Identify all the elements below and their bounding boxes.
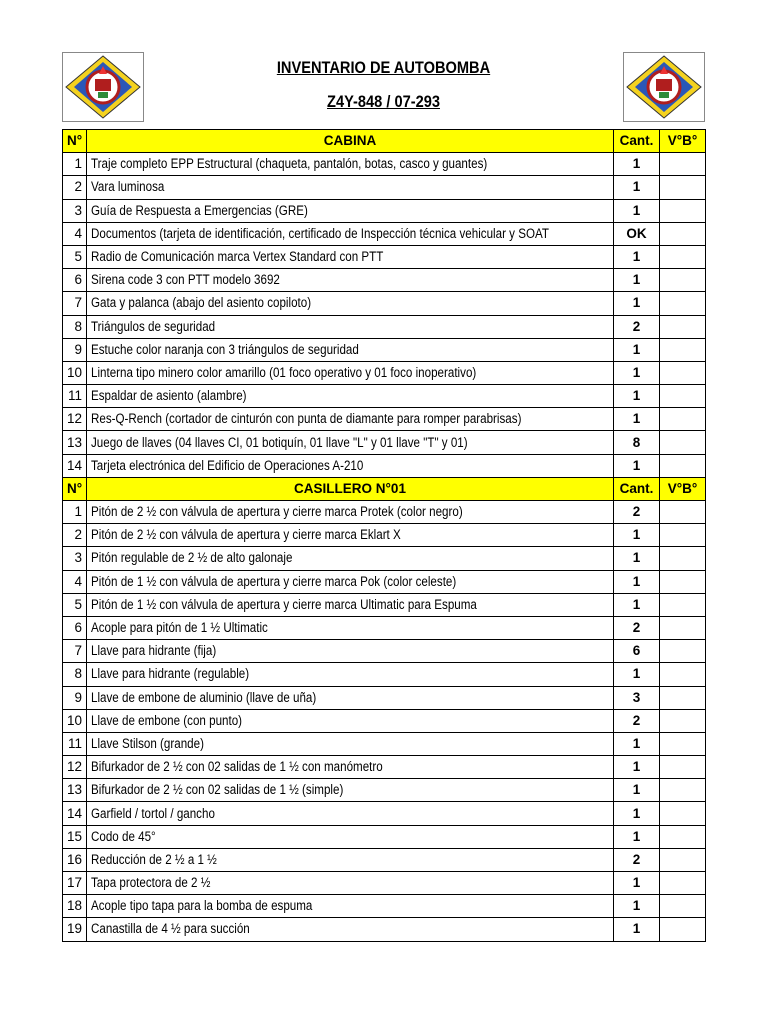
- fire-department-emblem-icon: [623, 52, 705, 122]
- item-description: Estuche color naranja con 3 triángulos de seguridad: [91, 341, 359, 357]
- approval-cell[interactable]: [660, 361, 706, 384]
- item-description: Garfield / tortol / gancho: [91, 805, 215, 821]
- item-description: Triángulos de seguridad: [91, 318, 216, 334]
- item-description: Bifurkador de 2 ½ con 02 salidas de 1 ½ (simple): [91, 782, 344, 798]
- item-description-cell: [87, 315, 614, 338]
- header-number: N°: [63, 130, 87, 153]
- vehicle-plate-title: Z4Y-848 / 07-293: [327, 92, 440, 111]
- item-number: 3: [63, 547, 87, 570]
- item-description-cell: [87, 802, 614, 825]
- table-row: [63, 825, 706, 848]
- item-description-cell: [87, 640, 614, 663]
- item-quantity: OK: [614, 222, 660, 245]
- table-row: [63, 709, 706, 732]
- approval-cell[interactable]: [660, 570, 706, 593]
- table-row: [63, 570, 706, 593]
- approval-cell[interactable]: [660, 524, 706, 547]
- section-header-row: [63, 477, 706, 500]
- item-description-cell: [87, 825, 614, 848]
- table-row: [63, 848, 706, 871]
- approval-cell[interactable]: [660, 269, 706, 292]
- table-row: [63, 732, 706, 755]
- item-description: Acople tipo tapa para la bomba de espuma: [91, 898, 313, 914]
- item-number: 12: [63, 756, 87, 779]
- item-number: 19: [63, 918, 87, 941]
- table-row: [63, 593, 706, 616]
- item-number: 10: [63, 709, 87, 732]
- item-quantity: 1: [614, 872, 660, 895]
- item-description-cell: [87, 848, 614, 871]
- item-description: Linterna tipo minero color amarillo (01 foco operativo y 01 foco inoperativo): [91, 364, 477, 380]
- approval-cell[interactable]: [660, 338, 706, 361]
- item-quantity: 1: [614, 269, 660, 292]
- item-quantity: 1: [614, 408, 660, 431]
- item-description: Canastilla de 4 ½ para succión: [91, 921, 250, 937]
- approval-cell[interactable]: [660, 825, 706, 848]
- approval-cell[interactable]: [660, 848, 706, 871]
- table-row: [63, 222, 706, 245]
- item-description: Juego de llaves (04 llaves CI, 01 botiquín, 01 llave "L" y 01 llave "T" y 01): [91, 434, 468, 450]
- table-row: [63, 501, 706, 524]
- item-number: 14: [63, 454, 87, 477]
- item-description-cell: [87, 709, 614, 732]
- table-row: [63, 431, 706, 454]
- item-quantity: 2: [614, 848, 660, 871]
- item-description: Sirena code 3 con PTT modelo 3692: [91, 272, 280, 288]
- item-number: 2: [63, 176, 87, 199]
- table-row: [63, 524, 706, 547]
- header-approval: V°B°: [660, 130, 706, 153]
- section-title: CABINA: [87, 130, 614, 153]
- item-number: 11: [63, 732, 87, 755]
- item-quantity: 1: [614, 153, 660, 176]
- table-row: [63, 199, 706, 222]
- item-number: 14: [63, 802, 87, 825]
- item-description: Pitón regulable de 2 ½ de alto galonaje: [91, 550, 293, 566]
- item-number: 4: [63, 570, 87, 593]
- item-quantity: 1: [614, 292, 660, 315]
- item-description: Traje completo EPP Estructural (chaqueta, pantalón, botas, casco y guantes): [91, 156, 488, 172]
- item-number: 10: [63, 361, 87, 384]
- table-row: [63, 245, 706, 268]
- item-quantity: 1: [614, 779, 660, 802]
- table-row: [63, 269, 706, 292]
- table-row: [63, 361, 706, 384]
- item-quantity: 1: [614, 454, 660, 477]
- item-number: 1: [63, 153, 87, 176]
- item-number: 7: [63, 640, 87, 663]
- item-description-cell: [87, 686, 614, 709]
- item-description-cell: [87, 385, 614, 408]
- item-number: 9: [63, 686, 87, 709]
- approval-cell[interactable]: [660, 454, 706, 477]
- item-quantity: 1: [614, 199, 660, 222]
- table-row: [63, 756, 706, 779]
- item-number: 12: [63, 408, 87, 431]
- table-row: [63, 802, 706, 825]
- header-quantity: Cant.: [614, 130, 660, 153]
- item-description: Bifurkador de 2 ½ con 02 salidas de 1 ½ con manómetro: [91, 759, 383, 775]
- item-quantity: 1: [614, 732, 660, 755]
- table-row: [63, 895, 706, 918]
- item-number: 2: [63, 524, 87, 547]
- item-number: 15: [63, 825, 87, 848]
- item-description-cell: [87, 732, 614, 755]
- item-number: 13: [63, 431, 87, 454]
- item-description-cell: [87, 292, 614, 315]
- item-number: 16: [63, 848, 87, 871]
- approval-cell[interactable]: [660, 779, 706, 802]
- item-description: Reducción de 2 ½ a 1 ½: [91, 851, 217, 867]
- item-description-cell: [87, 199, 614, 222]
- item-quantity: 8: [614, 431, 660, 454]
- item-description: Llave Stilson (grande): [91, 735, 204, 751]
- approval-cell[interactable]: [660, 547, 706, 570]
- item-description-cell: [87, 501, 614, 524]
- item-description: Pitón de 1 ½ con válvula de apertura y cierre marca Ultimatic para Espuma: [91, 596, 477, 612]
- item-quantity: 1: [614, 802, 660, 825]
- item-description-cell: [87, 756, 614, 779]
- item-number: 11: [63, 385, 87, 408]
- item-description-cell: [87, 593, 614, 616]
- table-row: [63, 338, 706, 361]
- item-number: 5: [63, 245, 87, 268]
- item-quantity: 1: [614, 361, 660, 384]
- item-description-cell: [87, 338, 614, 361]
- item-number: 13: [63, 779, 87, 802]
- item-quantity: 2: [614, 709, 660, 732]
- item-quantity: 1: [614, 918, 660, 941]
- item-description: Documentos (tarjeta de identificación, certificado de Inspección técnica vehicular y SOAT: [91, 225, 549, 241]
- document-title: INVENTARIO DE AUTOBOMBA: [276, 58, 491, 77]
- item-description-cell: [87, 616, 614, 639]
- inventory-table: [62, 129, 706, 942]
- approval-cell[interactable]: [660, 872, 706, 895]
- item-quantity: 1: [614, 593, 660, 616]
- item-number: 6: [63, 269, 87, 292]
- table-row: [63, 640, 706, 663]
- item-description-cell: [87, 245, 614, 268]
- approval-cell[interactable]: [660, 176, 706, 199]
- item-description-cell: [87, 547, 614, 570]
- item-quantity: 2: [614, 616, 660, 639]
- item-quantity: 1: [614, 245, 660, 268]
- document-header: [62, 52, 705, 128]
- table-row: [63, 616, 706, 639]
- item-number: 9: [63, 338, 87, 361]
- approval-cell[interactable]: [660, 501, 706, 524]
- item-number: 5: [63, 593, 87, 616]
- item-number: 6: [63, 616, 87, 639]
- item-description-cell: [87, 176, 614, 199]
- item-quantity: 3: [614, 686, 660, 709]
- item-quantity: 1: [614, 176, 660, 199]
- header-quantity: Cant.: [614, 477, 660, 500]
- approval-cell[interactable]: [660, 663, 706, 686]
- item-description: Gata y palanca (abajo del asiento copiloto): [91, 295, 312, 311]
- item-number: 8: [63, 315, 87, 338]
- item-description: Res-Q-Rench (cortador de cinturón con punta de diamante para romper parabrisas): [91, 411, 522, 427]
- item-description: Llave para hidrante (regulable): [91, 666, 250, 682]
- approval-cell[interactable]: [660, 199, 706, 222]
- item-description: Llave de embone de aluminio (llave de uña): [91, 689, 317, 705]
- item-description-cell: [87, 663, 614, 686]
- table-row: [63, 454, 706, 477]
- item-description: Pitón de 2 ½ con válvula de apertura y cierre marca Protek (color negro): [91, 504, 463, 520]
- item-number: 18: [63, 895, 87, 918]
- item-quantity: 1: [614, 825, 660, 848]
- table-row: [63, 176, 706, 199]
- item-quantity: 2: [614, 501, 660, 524]
- item-description: Codo de 45°: [91, 828, 156, 844]
- approval-cell[interactable]: [660, 918, 706, 941]
- item-description: Pitón de 2 ½ con válvula de apertura y cierre marca Eklart X: [91, 527, 401, 543]
- item-description: Tapa protectora de 2 ½: [91, 875, 211, 891]
- table-row: [63, 315, 706, 338]
- section-header-row: [63, 130, 706, 153]
- item-description: Llave de embone (con punto): [91, 712, 243, 728]
- approval-cell[interactable]: [660, 732, 706, 755]
- approval-cell[interactable]: [660, 593, 706, 616]
- item-quantity: 1: [614, 570, 660, 593]
- table-row: [63, 408, 706, 431]
- approval-cell[interactable]: [660, 245, 706, 268]
- item-description: Pitón de 1 ½ con válvula de apertura y cierre marca Pok (color celeste): [91, 573, 457, 589]
- item-description-cell: [87, 779, 614, 802]
- item-quantity: 2: [614, 315, 660, 338]
- approval-cell[interactable]: [660, 686, 706, 709]
- item-description: Llave para hidrante (fija): [91, 643, 217, 659]
- approval-cell[interactable]: [660, 431, 706, 454]
- item-number: 8: [63, 663, 87, 686]
- item-number: 17: [63, 872, 87, 895]
- item-description: Radio de Comunicación marca Vertex Standard con PTT: [91, 249, 384, 265]
- item-description-cell: [87, 872, 614, 895]
- approval-cell[interactable]: [660, 408, 706, 431]
- table-row: [63, 663, 706, 686]
- approval-cell[interactable]: [660, 895, 706, 918]
- item-description-cell: [87, 269, 614, 292]
- item-description-cell: [87, 408, 614, 431]
- approval-cell[interactable]: [660, 640, 706, 663]
- item-quantity: 1: [614, 524, 660, 547]
- table-row: [63, 547, 706, 570]
- item-description: Guía de Respuesta a Emergencias (GRE): [91, 202, 308, 218]
- table-row: [63, 153, 706, 176]
- item-quantity: 6: [614, 640, 660, 663]
- item-number: 4: [63, 222, 87, 245]
- item-description-cell: [87, 153, 614, 176]
- item-description: Acople para pitón de 1 ½ Ultimatic: [91, 620, 268, 636]
- approval-cell[interactable]: [660, 292, 706, 315]
- approval-cell[interactable]: [660, 315, 706, 338]
- item-description-cell: [87, 918, 614, 941]
- item-description: Tarjeta electrónica del Edificio de Operaciones A-210: [91, 457, 364, 473]
- approval-cell[interactable]: [660, 385, 706, 408]
- table-row: [63, 686, 706, 709]
- item-description-cell: [87, 895, 614, 918]
- item-description-cell: [87, 524, 614, 547]
- item-quantity: 1: [614, 663, 660, 686]
- approval-cell[interactable]: [660, 756, 706, 779]
- table-row: [63, 918, 706, 941]
- item-number: 3: [63, 199, 87, 222]
- item-description-cell: [87, 361, 614, 384]
- table-row: [63, 385, 706, 408]
- item-number: 7: [63, 292, 87, 315]
- item-description-cell: [87, 454, 614, 477]
- item-number: 1: [63, 501, 87, 524]
- item-description: Espaldar de asiento (alambre): [91, 388, 247, 404]
- approval-cell[interactable]: [660, 153, 706, 176]
- approval-cell[interactable]: [660, 802, 706, 825]
- table-row: [63, 872, 706, 895]
- item-description-cell: [87, 570, 614, 593]
- item-description-cell: [87, 222, 614, 245]
- table-row: [63, 779, 706, 802]
- header-number: N°: [63, 477, 87, 500]
- header-approval: V°B°: [660, 477, 706, 500]
- approval-cell[interactable]: [660, 222, 706, 245]
- approval-cell[interactable]: [660, 709, 706, 732]
- item-quantity: 1: [614, 338, 660, 361]
- approval-cell[interactable]: [660, 616, 706, 639]
- item-quantity: 1: [614, 895, 660, 918]
- item-quantity: 1: [614, 385, 660, 408]
- item-quantity: 1: [614, 756, 660, 779]
- item-description-cell: [87, 431, 614, 454]
- table-row: [63, 292, 706, 315]
- item-description: Vara luminosa: [91, 179, 165, 195]
- section-title: CASILLERO N°01: [87, 477, 614, 500]
- item-quantity: 1: [614, 547, 660, 570]
